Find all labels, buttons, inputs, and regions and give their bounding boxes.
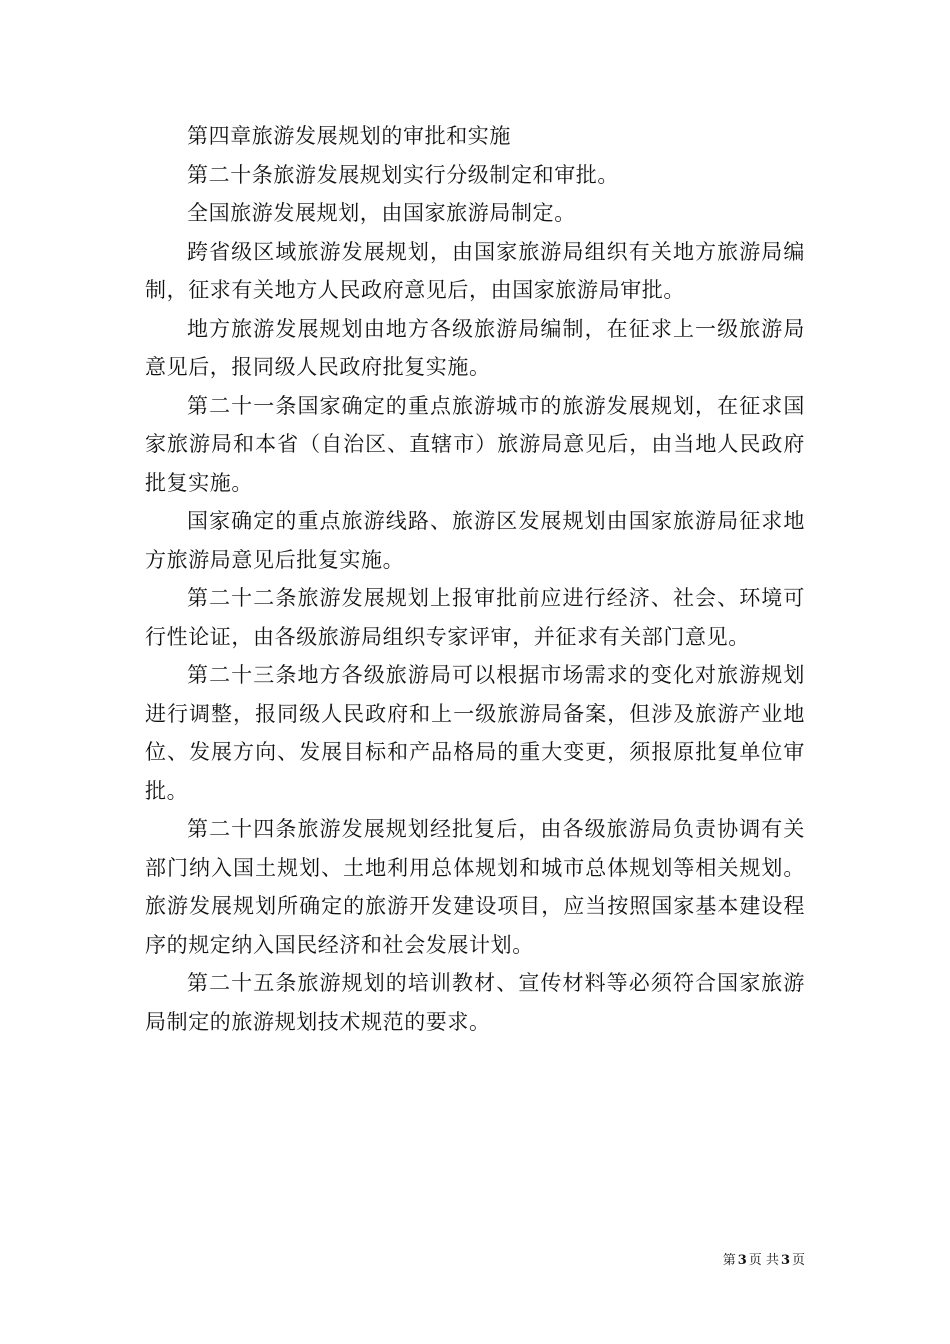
total-pages-number: 3	[780, 1253, 790, 1268]
footer-prefix: 第	[722, 1253, 736, 1268]
paragraph: 全国旅游发展规划，由国家旅游局制定。	[187, 201, 576, 225]
chapter-heading: 第四章旅游发展规划的审批和实施	[187, 124, 511, 148]
paragraph: 国家确定的重点旅游线路、旅游区发展规划由国家旅游局征求地方旅游局意见后批复实施。	[145, 509, 805, 572]
footer-suffix: 页	[791, 1253, 805, 1268]
paragraph: 第二十五条旅游规划的培训教材、宣传材料等必须符合国家旅游局制定的旅游规划技术规范的要求。	[145, 971, 805, 1034]
paragraph: 第二十二条旅游发展规划上报审批前应进行经济、社会、环境可行性论证，由各级旅游局组织专家评审，并征求有关部门意见。	[145, 586, 805, 649]
page-number-footer	[680, 1249, 805, 1268]
paragraph: 第二十一条国家确定的重点旅游城市的旅游发展规划，在征求国家旅游局和本省（自治区、直辖市）旅游局意见后，由当地人民政府批复实施。	[145, 393, 805, 495]
footer-middle: 页 共	[748, 1253, 779, 1268]
paragraph: 第二十四条旅游发展规划经批复后，由各级旅游局负责协调有关部门纳入国土规划、土地利用总体规划和城市总体规划等相关规划。旅游发展规划所确定的旅游开发建设项目，应当按照国家基本建设程序的规定纳入国民经济和社会发展计划。	[145, 817, 805, 957]
paragraph: 第二十条旅游发展规划实行分级制定和审批。	[187, 162, 619, 187]
paragraph: 第二十三条地方各级旅游局可以根据市场需求的变化对旅游规划进行调整，报同级人民政府和上一级旅游局备案，但涉及旅游产业地位、发展方向、发展目标和产品格局的重大变更，须报原批复单位审批。	[145, 663, 805, 803]
paragraph: 跨省级区域旅游发展规划，由国家旅游局组织有关地方旅游局编制，征求有关地方人民政府意见后，由国家旅游局审批。	[145, 239, 805, 302]
document-body	[145, 117, 805, 1041]
paragraph: 地方旅游发展规划由地方各级旅游局编制，在征求上一级旅游局意见后，报同级人民政府批复实施。	[145, 316, 805, 379]
current-page-number: 3	[737, 1253, 747, 1268]
